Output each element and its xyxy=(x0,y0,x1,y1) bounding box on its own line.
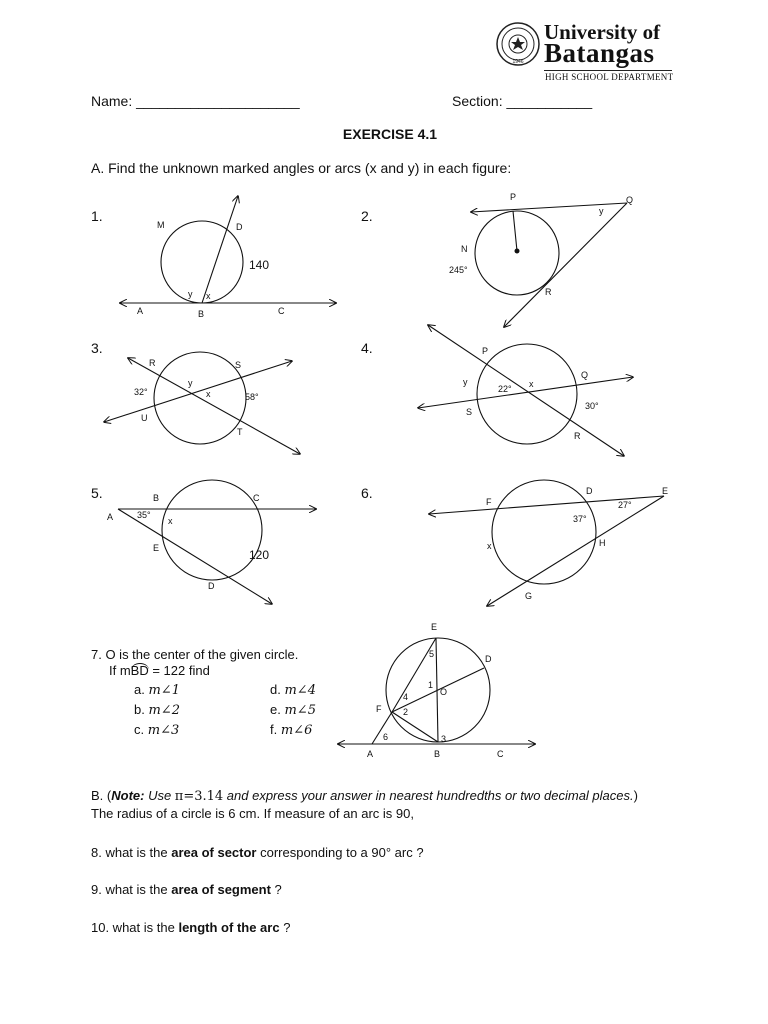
fig3-angle-32: 32° xyxy=(134,387,148,397)
q9-bold: area of segment xyxy=(171,882,271,897)
q7-arc-BD: BD xyxy=(130,663,149,678)
fig1-label-C: C xyxy=(278,306,285,316)
fig5-arc-120: 120 xyxy=(249,548,270,562)
fig3-label-U: U xyxy=(141,413,148,423)
fig7-num-5: 5 xyxy=(429,649,435,659)
fig6-label-H: H xyxy=(599,538,606,548)
q7-prefix: If m xyxy=(109,663,131,678)
q7-item-d-expr: m∠4 xyxy=(284,683,316,698)
q7-suffix: = 122 find xyxy=(148,663,210,678)
partB-prefix: B. ( xyxy=(91,788,112,803)
fig3-label-y: y xyxy=(188,378,193,388)
fig1-label-y: y xyxy=(188,289,193,299)
fig4-label-Q: Q xyxy=(581,370,589,380)
fig7-label-E: E xyxy=(431,622,438,632)
fig1-label-B: B xyxy=(198,309,205,319)
fig2-label-Q: Q xyxy=(626,195,634,205)
q7-line2 xyxy=(109,663,210,678)
fig4-label-S: S xyxy=(466,407,473,417)
q7-item-d-letter: d. xyxy=(270,682,281,697)
q9-post: ? xyxy=(270,882,282,897)
partB-close: ) xyxy=(633,788,638,803)
partB-use: Use xyxy=(144,788,175,803)
fig5-label-x: x xyxy=(168,516,173,526)
q7-item-b xyxy=(134,702,180,718)
fig5-label-B: B xyxy=(153,493,160,503)
fig7-num-2: 2 xyxy=(403,707,409,717)
fig4-number: 4. xyxy=(361,340,373,356)
name-blank: _____________________ xyxy=(136,93,300,109)
q7-item-a-letter: a. xyxy=(134,682,145,697)
fig1-label-A: A xyxy=(137,306,144,316)
fig1-arc-140: 140 xyxy=(249,258,270,272)
q10-pre: 10. what is the xyxy=(91,920,179,935)
fig3-angle-58: 58° xyxy=(245,392,259,402)
question-9 xyxy=(91,882,282,897)
fig7-label-O: O xyxy=(440,687,448,697)
partB-line2: The radius of a circle is 6 cm. If measure of an arc is 90, xyxy=(91,806,414,821)
q7-item-d xyxy=(270,682,316,698)
fig1-number: 1. xyxy=(91,208,103,224)
department-name: HIGH SCHOOL DEPARTMENT xyxy=(545,72,674,82)
q7-item-f-letter: f. xyxy=(270,722,278,737)
q7-item-f xyxy=(270,722,312,738)
fig7-num-4: 4 xyxy=(403,692,409,702)
fig3-label-T: T xyxy=(237,427,243,437)
fig5-label-C: C xyxy=(253,493,260,503)
fig4-label-x: x xyxy=(529,379,534,389)
fig7-num-3: 3 xyxy=(441,734,447,744)
fig3-label-x: x xyxy=(206,389,211,399)
q10-post: ? xyxy=(279,920,291,935)
section-label: Section: xyxy=(452,93,503,109)
fig7-num-1: 1 xyxy=(428,680,434,690)
fig3-label-S: S xyxy=(235,360,242,370)
section-blank: ___________ xyxy=(506,93,593,109)
partB-note-label: Note: xyxy=(111,788,145,803)
q7-item-f-expr: m∠6 xyxy=(280,723,313,738)
fig3-geometry xyxy=(104,352,300,454)
fig2-arc-245: 245° xyxy=(449,265,468,275)
partB-rest: and express your answer in nearest hundredths or two decimal places. xyxy=(223,788,634,803)
fig4-geometry xyxy=(418,325,633,456)
question-8 xyxy=(91,845,424,860)
fig6-label-E: E xyxy=(662,486,669,496)
q8-post: corresponding to a 90° arc ? xyxy=(256,845,424,860)
fig2-label-P: P xyxy=(510,192,517,202)
fig6-label-F: F xyxy=(486,497,492,507)
q7-item-c-letter: c. xyxy=(134,722,145,737)
q7-item-e xyxy=(270,702,316,718)
q7-item-b-expr: m∠2 xyxy=(148,703,180,718)
fig7-geometry xyxy=(338,638,535,744)
fig7-label-A: A xyxy=(367,749,374,759)
q7-item-c xyxy=(134,722,179,738)
q8-bold: area of sector xyxy=(171,845,257,860)
fig4-label-R: R xyxy=(574,431,581,441)
fig3-number: 3. xyxy=(91,340,103,356)
q7-line1: 7. O is the center of the given circle. xyxy=(91,647,299,662)
fig2-geometry xyxy=(471,203,627,327)
fig1-label-x: x xyxy=(206,291,211,301)
name-label: Name: xyxy=(91,93,133,109)
fig4-angle-30: 30° xyxy=(585,401,599,411)
seal-year: 1946 xyxy=(512,59,524,65)
fig1-geometry xyxy=(120,196,336,303)
question-10 xyxy=(91,920,290,935)
q7-item-b-letter: b. xyxy=(134,702,145,717)
fig7-label-B: B xyxy=(434,749,441,759)
fig3-label-R: R xyxy=(149,358,156,368)
fig1-label-D: D xyxy=(236,222,243,232)
fig5-label-E: E xyxy=(153,543,160,553)
q7-item-a-expr: m∠1 xyxy=(148,683,180,698)
fig7-label-C: C xyxy=(497,749,504,759)
university-name-line2: Batangas xyxy=(544,38,655,68)
fig6-angle-37: 37° xyxy=(573,514,587,524)
university-name-line1: University of xyxy=(544,20,661,44)
fig6-label-G: G xyxy=(525,591,533,601)
q10-bold: length of the arc xyxy=(178,920,280,935)
fig5-angle-35: 35° xyxy=(137,510,151,520)
fig7-num-6: 6 xyxy=(383,732,389,742)
q7-item-e-expr: m∠5 xyxy=(284,703,316,718)
q7-item-a xyxy=(134,682,180,698)
q8-pre: 8. what is the xyxy=(91,845,172,860)
fig2-label-y: y xyxy=(599,206,604,216)
fig4-angle-22: 22° xyxy=(498,384,512,394)
fig2-number: 2. xyxy=(361,208,373,224)
fig2-label-R: R xyxy=(545,287,552,297)
fig6-number: 6. xyxy=(361,485,373,501)
q7-item-e-letter: e. xyxy=(270,702,281,717)
fig5-number: 5. xyxy=(91,485,103,501)
fig7-label-D: D xyxy=(485,654,492,664)
q9-pre: 9. what is the xyxy=(91,882,172,897)
fig2-center-dot xyxy=(515,249,520,254)
fig7-label-F: F xyxy=(376,704,382,714)
fig6-label-x: x xyxy=(487,541,492,551)
q7-item-c-expr: m∠3 xyxy=(147,723,180,738)
fig1-label-M: M xyxy=(157,220,165,230)
exercise-title: EXERCISE 4.1 xyxy=(342,126,438,142)
fig5-label-A: A xyxy=(107,512,114,522)
fig2-label-N: N xyxy=(461,244,468,254)
partA-instruction: A. Find the unknown marked angles or arcs (x and y) in each figure: xyxy=(91,160,512,176)
fig4-label-P: P xyxy=(482,346,489,356)
fig5-label-D: D xyxy=(208,581,215,591)
partB-pi: π=3.14 xyxy=(174,789,224,804)
fig6-angle-27: 27° xyxy=(618,500,632,510)
fig5-geometry xyxy=(118,480,316,604)
partB-note xyxy=(91,788,638,804)
fig6-label-D: D xyxy=(586,486,593,496)
fig6-geometry xyxy=(429,480,664,606)
fig4-label-y: y xyxy=(463,377,468,387)
